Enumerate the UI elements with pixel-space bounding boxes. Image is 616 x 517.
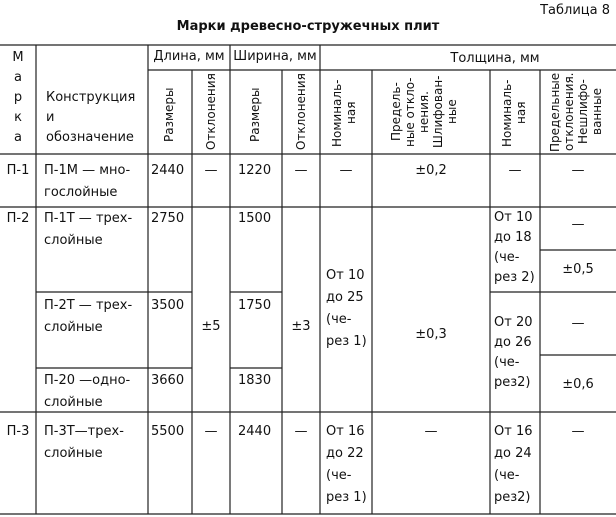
p2b-construction: П-2Т — трех- слойные [44,298,133,335]
header-nominal-2: Номиналь- ная [500,79,528,147]
p2c-construction: П-20 —одно- слойные [44,373,131,410]
p1-mark: П-1 [6,163,30,178]
p1-width: 1220 [238,163,272,178]
header-nominal-1: Номиналь- ная [330,79,358,147]
p1-length: 2440 [151,163,185,178]
header-limit-ground: Предель- ные откло- нения. Шлифован- ные [389,75,459,149]
header-width: Ширина, мм [233,49,317,64]
header-thickness: Толщина, мм [450,51,540,66]
p3-length-dev: — [204,424,218,439]
p2c-width: 1830 [238,373,272,388]
p2b-limit-2a: — [571,316,585,331]
p2-mark: П-2 [6,211,30,226]
p2a-nominal-2: От 10 до 18 (че- рез 2) [494,210,535,285]
p1-limit-2: — [571,163,585,178]
p1-nominal-1: — [339,163,353,178]
header-sizes-length: Размеры [162,87,176,143]
p1-width-dev: — [294,163,308,178]
p1-nominal-2: — [508,163,522,178]
p3-width: 2440 [238,424,272,439]
header-dev-length: Отклонения [204,73,218,151]
header-length: Длина, мм [153,49,225,64]
p2a-limit-2: ±0,5 [562,262,594,277]
p2-length-dev: ±5 [201,319,221,334]
p1-limit-1: ±0,2 [415,163,447,178]
p2-top-limit-dash: — [571,217,585,232]
p2c-length: 3660 [151,373,185,388]
p3-length: 5500 [151,424,185,439]
p2b-width: 1750 [238,298,272,313]
header-dev-width: Отклонения [294,73,308,151]
p2-width-dev: ±3 [291,319,311,334]
p2a-construction: П-1Т — трех- слойные [44,211,133,248]
table-title: Марки древесно-стружечных плит [176,19,440,34]
p3-limit-1: — [424,424,438,439]
p2-limit-1: ±0,3 [415,327,447,342]
p3-nominal-1: От 16 до 22 (че- рез 1) [326,424,367,505]
p3-mark: П-3 [6,424,30,439]
p3-limit-2: — [571,424,585,439]
p3-nominal-2: От 16 до 24 (че- рез2) [494,424,533,505]
p2b-limit-2b: ±0,6 [562,377,594,392]
p3-construction: П-3Т—трех- слойные [44,424,124,461]
header-construction: Конструкция и обозначение [46,90,136,145]
p2a-width: 1500 [238,211,272,226]
p2-nominal-1: От 10 до 25 (че- рез 1) [326,268,367,349]
p1-construction: П-1М — мно- гослойные [44,163,131,200]
table-number: Таблица 8 [540,3,610,18]
header-mark: М а р к а [12,50,24,145]
p3-width-dev: — [294,424,308,439]
header-sizes-width: Размеры [248,87,262,143]
p2b-length: 3500 [151,298,185,313]
p2b-nominal-2: От 20 до 26 (че- рез2) [494,315,533,390]
p1-length-dev: — [204,163,218,178]
p2a-length: 2750 [151,211,185,226]
header-limit-unground: Предельные отклонения. Нешлифо- ванные [548,72,604,152]
